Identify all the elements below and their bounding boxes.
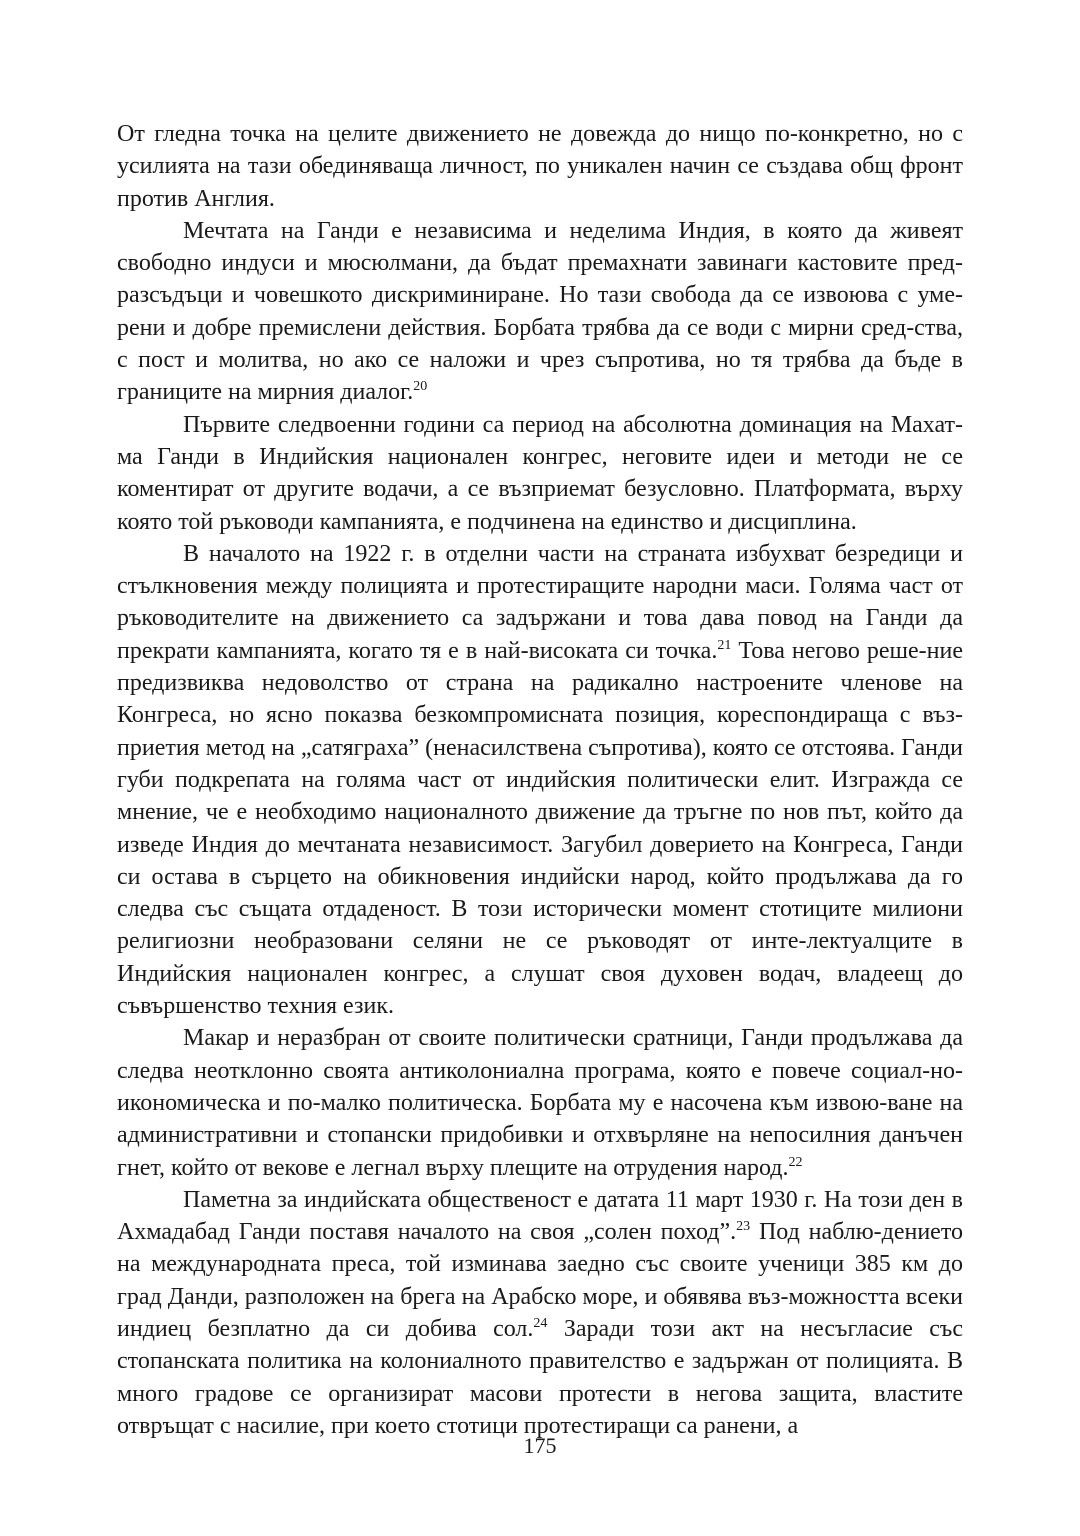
paragraph-2-text: Мечтата на Ганди е независима и неделима Индия, в която да живеят свободно индуси и мюсюлмани, да бъдат премахнати завинаги кастовите пред-разсъдъци и човешкото дискриминиране. Но тази свобода да се извоюва с уме-рени и добре премислени действия. Борбата трябва да се води с мирни сред-ства, с пост и молитва, но ако се наложи и чрез съпротива, но тя трябва да бъде в границите на мирния диалог. bbox=[117, 217, 963, 406]
footnote-ref-21[interactable]: 21 bbox=[717, 637, 732, 653]
paragraph-5 bbox=[117, 1022, 963, 1183]
paragraph-3-text: Първите следвоенни години са период на абсолютна доминация на Махат-ма Ганди в Индийския национален конгрес, неговите идеи и методи не се коментират от другите водачи, а се възприемат безусловно. Платформата, върху която той ръководи кампанията, е подчинена на единство и дисциплина. bbox=[117, 411, 963, 535]
paragraph-1-text: От гледна точка на целите движението не довежда до нищо по-конкретно, но с усилията на тази обединяваща личност, по уникален начин се създава общ фронт против Англия. bbox=[117, 121, 963, 212]
footnote-ref-20[interactable]: 20 bbox=[413, 379, 428, 395]
paragraph-5-text: Макар и неразбран от своите политически сратници, Ганди продължава да следва неотклонно своята антиколониална програма, която е повече социал-но-икономическа и по-малко политическа. Борбата му е насочена към извою-ване на административни и стопански придобивки и отхвърляне на непосилния данъчен гнет, който от векове е легнал върху плещите на отрудения народ. bbox=[117, 1025, 963, 1181]
paragraph-4-text-b: Това негово реше-ние предизвиква недоволство от страна на радикално настроените членове на Конгреса, но ясно показва безкомпромисната позиция, кореспондираща с въз-приетия метод на „сатяграха” (ненасилствена съпротива), която се отстоява. Ганди губи подкрепата на голяма част от индийския политически елит. Изгражда се мнение, че е необходимо националното движение да тръгне по нов път, който да изведе Индия до мечтаната независимост. Загубил доверието на Конгреса, Ганди си остава в сърцето на обикновения индийски народ, който продължава да го следва със същата отдаденост. В този исторически момент стотиците милиони религиозни необразовани селяни не се ръководят от инте-лектуалците в Индийския национален конгрес, а слушат своя духовен водач, владеещ до съвършенство техния език. bbox=[117, 637, 964, 1020]
paragraph-6-text-c: Заради този акт на несъгласие със стопанската политика на колониалното правителство е задържан от полицията. В много градове се организират масови протести в негова защита, властите отвръщат с насилие, при което стотици протестиращи са ранени, а bbox=[117, 1315, 963, 1439]
footnote-ref-23[interactable]: 23 bbox=[736, 1219, 751, 1235]
paragraph-4 bbox=[117, 538, 963, 1022]
footnote-ref-22[interactable]: 22 bbox=[788, 1154, 803, 1170]
paragraph-6-text-a: Паметна за индийската общественост е датата 11 март 1930 г. На този ден в Ахмадабад Ганди поставя началото на своя „солен поход”. bbox=[117, 1186, 963, 1246]
page-number: 175 bbox=[523, 1433, 557, 1458]
footnote-ref-24[interactable]: 24 bbox=[533, 1315, 548, 1331]
paragraph-1 bbox=[117, 118, 963, 215]
paragraph-2 bbox=[117, 215, 963, 409]
page-body bbox=[117, 118, 963, 1442]
paragraph-6 bbox=[117, 1184, 963, 1442]
paragraph-4-text-a: В началото на 1922 г. в отделни части на страната избухват безредици и стълкновения между полицията и протестиращите народни маси. Голяма част от ръководителите на движението са задържани и това дава повод на Ганди да прекрати кампанията, когато тя е в най-високата си точка. bbox=[117, 540, 963, 664]
paragraph-3 bbox=[117, 409, 963, 538]
paragraph-6-text-b: Под наблю-дението на международната преса, той изминава заедно със своите ученици 385 км до град Данди, разположен на брега на Арабско море, и обявява въз-можността всеки индиец безплатно да си добива сол. bbox=[117, 1219, 963, 1342]
